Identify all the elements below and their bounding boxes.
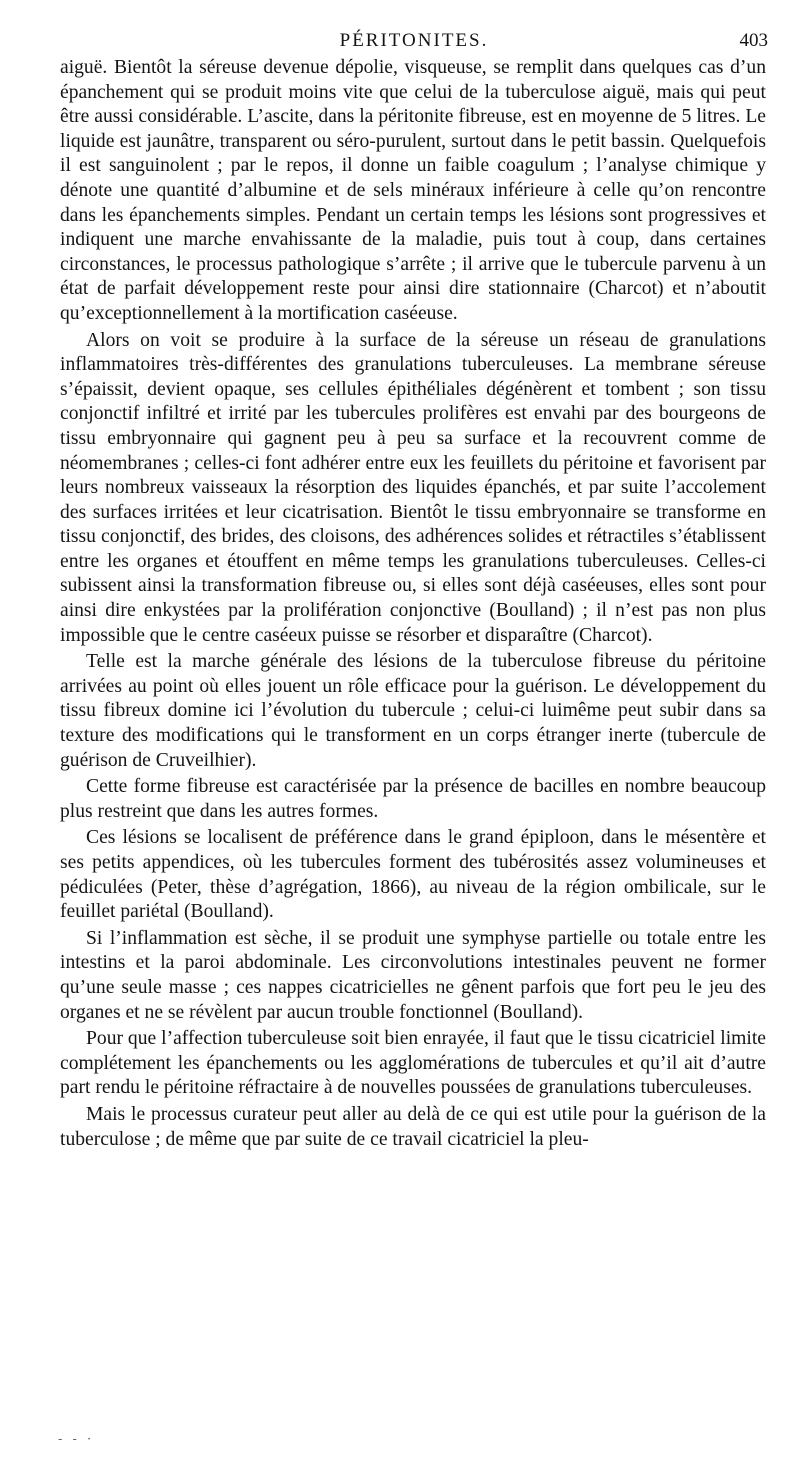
running-title: PÉRITONITES. [339, 30, 489, 51]
paragraph-continuation: aiguë. Bientôt la séreuse devenue dépolie, visqueuse, se remplit dans quelques cas d’un épanchement qui se produit moins vite que celui de la tuberculose aiguë, mais qui peut être aussi considérable. L’ascite, dans la péritonite fibreuse, est en moyenne de 5 litres. Le liquide est jaunâtre, transparent ou séro-purulent, surtout dans le petit bassin. Quelquefois il est sanguinolent ; par le repos, il donne un faible coagulum ; l’analyse chimique y dénote une quantité d’albumine et de sels minéraux inférieure à celle qu’on rencontre dans les épanchements simples. Pendant un certain temps les lésions sont progressives et indiquent une marche envahissante de la maladie, puis tout à coup, dans certaines circonstances, le processus pathologique s’arrête ; il arrive que le tubercule parvenu à un état de parfait développement reste pour ainsi dire stationnaire (Charcot) et n’aboutit qu’exceptionnellement à la mortification caséeuse. [60, 57, 766, 324]
page-number: 403 [739, 30, 768, 51]
paragraph: Pour que l’affection tuberculeuse soit bien enrayée, il faut que le tissu cicatriciel limite complétement les épanchements ou les agglomérations de tubercules et qu’il ait d’autre part rendu le péritoine réfractaire à de nouvelles poussées de granulations tuberculeuses. [60, 1028, 766, 1099]
paragraph: Si l’inflammation est sèche, il se produit une symphyse partielle ou totale entre les intestins et la paroi abdominale. Les circonvolutions intestinales peuvent ne former qu’une seule masse ; ces nappes cicatricielles ne gênent parfois que fort peu le jeu des organes et ne se révèlent par aucun trouble fonctionnel (Boulland). [60, 927, 766, 1023]
page-header [60, 30, 768, 56]
footer-mark: - - · [58, 1432, 95, 1447]
paragraph: Ces lésions se localisent de préférence dans le grand épiploon, dans le mésentère et ses petits appendices, où les tubercules forment des tubérosités assez volumineuses et pédiculées (Peter, thèse d’agrégation, 1866), au niveau de la région ombilicale, sur le feuillet pariétal (Boulland). [60, 827, 766, 923]
paragraph: Alors on voit se produire à la surface de la séreuse un réseau de granulations inflammatoires très-différentes des granulations tuberculeuses. La membrane séreuse s’épaissit, devient opaque, ses cellules épithéliales dégénèrent et tombent ; son tissu conjonctif infiltré et irrité par les tubercules prolifères est envahi par des bourgeons de tissu embryonnaire qui gagnent peu à peu sa surface et la recouvrent comme de néomembranes ; celles-ci font adhérer entre eux les feuillets du péritoine et favorisent par leurs nombreux vaisseaux la résorption des liquides épanchés, et par suite l’accolement des surfaces irritées et leur cicatrisation. Bientôt le tissu embryonnaire se transforme en tissu conjonctif, des brides, des cloisons, des adhérences solides et rétractiles s’établissent entre les organes et étouffent en même temps les granulations tuberculeuses. Celles-ci subissent ainsi la transformation fibreuse ou, si elles sont déjà caséeuses, elles sont pour ainsi dire enkystées par la prolifération conjonctive (Boulland) ; il n’est pas non plus impossible que le centre caséeux puisse se résorber et disparaître (Charcot). [60, 329, 766, 646]
paragraph: Cette forme fibreuse est caractérisée par la présence de bacilles en nombre beaucoup plus restreint que dans les autres formes. [60, 776, 766, 822]
paragraph: Telle est la marche générale des lésions de la tuberculose fibreuse du péritoine arrivées au point où elles jouent un rôle efficace pour la guérison. Le développement du tissu fibreux domine ici l’évolution du tubercule ; celui-ci luimême peut subir dans sa texture des modifications qui le transforment en un corps étranger inerte (tubercule de guérison de Cruveilhier). [60, 651, 766, 771]
body-text [60, 56, 766, 1152]
paragraph: Mais le processus curateur peut aller au delà de ce qui est utile pour la guérison de la tuberculose ; de même que par suite de ce travail cicatriciel la pleu- [60, 1103, 766, 1150]
